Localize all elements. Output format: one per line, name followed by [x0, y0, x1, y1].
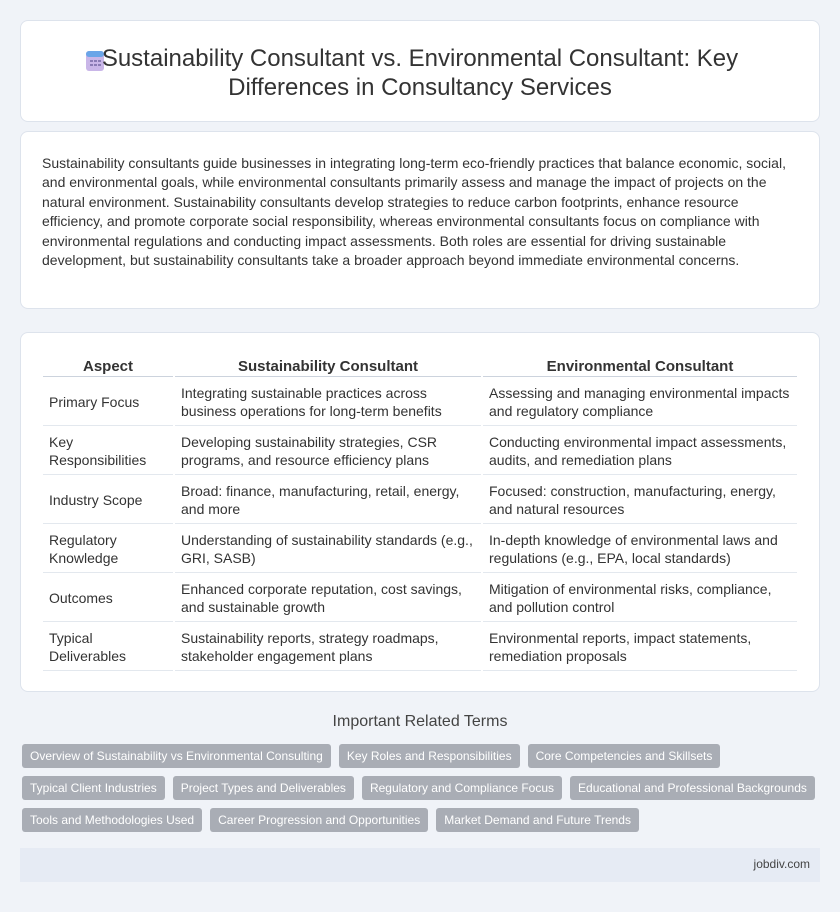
related-tag[interactable]: Typical Client Industries: [22, 776, 165, 800]
page-title-line1: Sustainability Consultant vs. Environmental Consultant: Key: [101, 45, 739, 72]
related-tag[interactable]: Key Roles and Responsibilities: [339, 744, 520, 768]
aspect-cell: Key Responsibilities: [43, 426, 173, 475]
related-tag[interactable]: Tools and Methodologies Used: [22, 808, 202, 832]
aspect-cell: Outcomes: [43, 573, 173, 622]
footer: [20, 848, 820, 882]
table-row: [43, 377, 797, 426]
aspect-cell: Regulatory Knowledge: [43, 524, 173, 573]
environmental-cell: Conducting environmental impact assessments, audits, and remediation plans: [483, 426, 797, 475]
environmental-cell: Environmental reports, impact statements, remediation proposals: [483, 622, 797, 671]
environmental-cell: Assessing and managing environmental impacts and regulatory compliance: [483, 377, 797, 426]
aspect-cell: Industry Scope: [43, 475, 173, 524]
environmental-cell: In-depth knowledge of environmental laws and regulations (e.g., EPA, local standards): [483, 524, 797, 573]
sustainability-cell: Broad: finance, manufacturing, retail, energy, and more: [175, 475, 481, 524]
table-row: [43, 524, 797, 573]
sustainability-cell: Sustainability reports, strategy roadmaps, stakeholder engagement plans: [175, 622, 481, 671]
sustainability-cell: Developing sustainability strategies, CSR programs, and resource efficiency plans: [175, 426, 481, 475]
header-environmental: Environmental Consultant: [483, 353, 797, 377]
table-row: [43, 573, 797, 622]
related-tag[interactable]: Regulatory and Compliance Focus: [362, 776, 562, 800]
related-tag[interactable]: Project Types and Deliverables: [173, 776, 354, 800]
header-sustainability: Sustainability Consultant: [175, 353, 481, 377]
table-header-row: [43, 353, 797, 377]
related-tag[interactable]: Career Progression and Opportunities: [210, 808, 428, 832]
sustainability-cell: Integrating sustainable practices across business operations for long-term benefits: [175, 377, 481, 426]
related-tag[interactable]: Core Competencies and Skillsets: [528, 744, 721, 768]
page-title: [21, 44, 819, 102]
sustainability-cell: Enhanced corporate reputation, cost savings, and sustainable growth: [175, 573, 481, 622]
table-row: [43, 622, 797, 671]
environmental-cell: Mitigation of environmental risks, compliance, and pollution control: [483, 573, 797, 622]
table-row: [43, 475, 797, 524]
aspect-cell: Typical Deliverables: [43, 622, 173, 671]
summary-text: Sustainability consultants guide businesses in integrating long-term eco-friendly practices that balance economic, social, and environmental goals, while environmental consultants primarily assess and manage the impact of projects on the natural environment. Sustainability consultants develop strategies to reduce carbon footprints, enhance resource efficiency, and promote corporate social responsibility, whereas environmental consultants focus on compliance with environmental regulations and conducting impact assessments. Both roles are essential for driving sustainable development, but sustainability consultants take a broader approach beyond immediate environmental concerns.: [42, 155, 786, 269]
page-title-line2: Differences in Consultancy Services: [228, 74, 612, 101]
tag-row: [22, 776, 818, 800]
related-tag[interactable]: Overview of Sustainability vs Environmental Consulting: [22, 744, 331, 768]
aspect-cell: Primary Focus: [43, 377, 173, 426]
footer-site[interactable]: jobdiv.com: [753, 857, 810, 871]
environmental-cell: Focused: construction, manufacturing, energy, and natural resources: [483, 475, 797, 524]
comparison-table: [41, 353, 799, 671]
related-tag[interactable]: Market Demand and Future Trends: [436, 808, 639, 832]
tag-row: [22, 808, 818, 832]
sustainability-cell: Understanding of sustainability standards (e.g., GRI, SASB): [175, 524, 481, 573]
related-terms-tags: [22, 744, 818, 840]
related-terms-title: Important Related Terms: [332, 713, 508, 730]
summary-card: [20, 131, 820, 309]
header-card: [20, 20, 820, 122]
tag-row: [22, 744, 818, 768]
table-row: [43, 426, 797, 475]
related-tag[interactable]: Educational and Professional Backgrounds: [570, 776, 815, 800]
header-aspect: Aspect: [43, 353, 173, 377]
comparison-card: [20, 332, 820, 692]
